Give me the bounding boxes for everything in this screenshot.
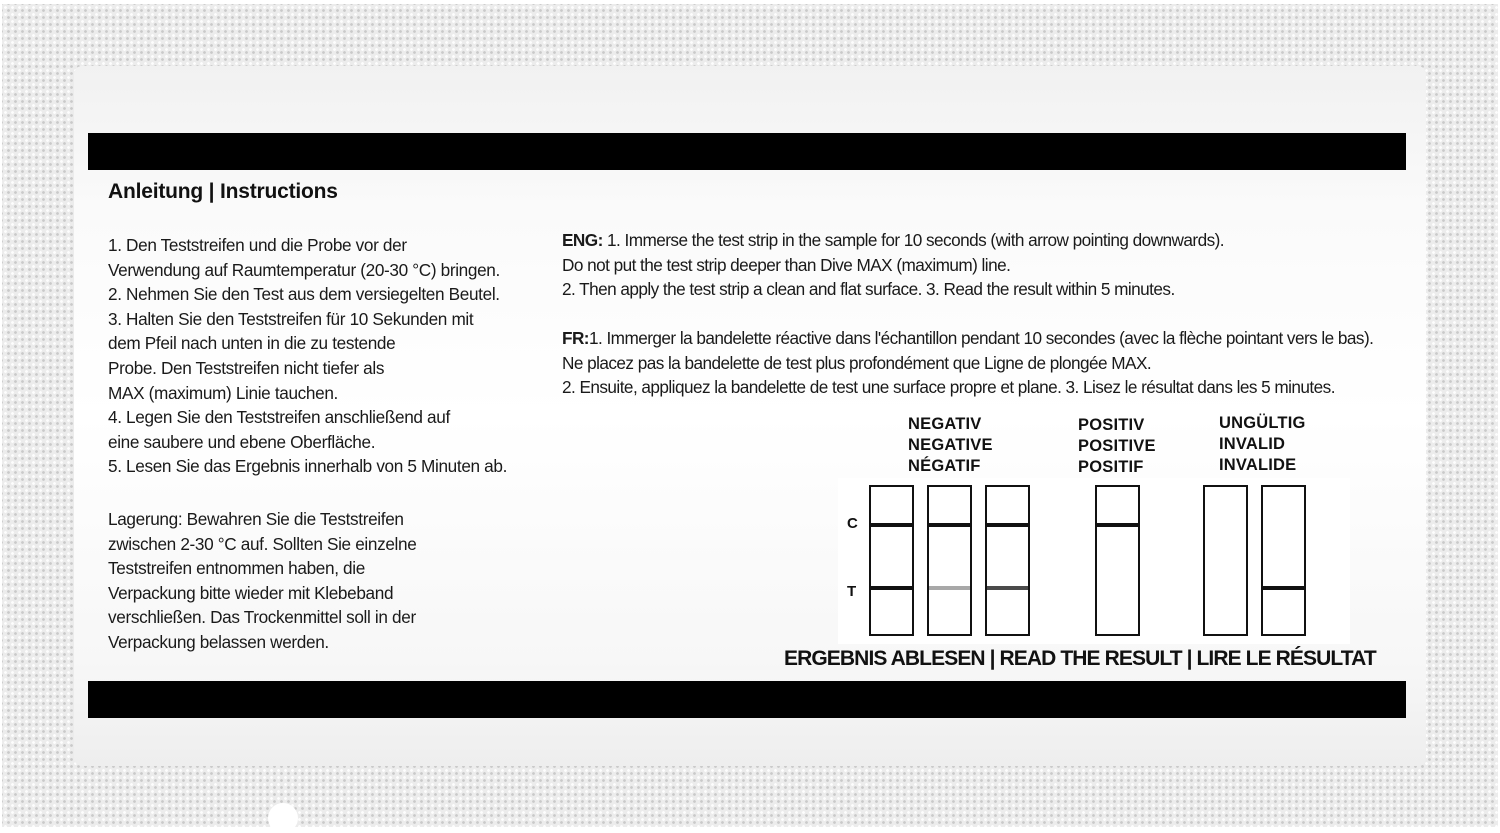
english-line-1: ENG: 1. Immerse the test strip in the sample for 10 seconds (with arrow pointing downwards). <box>562 230 1225 250</box>
storage-line: Verpackung belassen werden. <box>108 631 329 652</box>
test-strip-negative <box>928 486 971 635</box>
c-line-mark <box>871 523 912 527</box>
english-instructions <box>562 228 1224 302</box>
strip-outline <box>870 486 913 635</box>
german-step-line: 4. Legen Sie den Teststreifen anschließend auf <box>108 407 450 428</box>
result-strips-diagram <box>838 478 1350 644</box>
storage-line: Verpackung bitte wieder mit Klebeband <box>108 582 394 603</box>
strip-outline <box>986 486 1029 635</box>
french-line-2: Ne placez pas la bandelette de test plus profondément que Ligne de plongée MAX. <box>562 352 1152 373</box>
c-line-mark <box>987 523 1028 527</box>
negative-heading: NEGATIV NEGATIVE NÉGATIF <box>908 415 993 475</box>
read-result-caption: ERGEBNIS ABLESEN | READ THE RESULT | LIRE LE RÉSULTAT <box>784 647 1376 670</box>
test-strip-invalid <box>1204 486 1247 635</box>
t-line-mark <box>871 586 912 590</box>
top-black-bar <box>88 133 1406 170</box>
storage-line: zwischen 2-30 °C auf. Sollten Sie einzelne <box>108 533 417 554</box>
french-instructions <box>562 326 1373 400</box>
c-line-mark <box>1097 523 1138 527</box>
strips-svg <box>838 478 1350 644</box>
german-step-line: eine saubere und ebene Oberfläche. <box>108 431 376 452</box>
t-line-mark <box>1263 586 1304 590</box>
german-step-line: dem Pfeil nach unten in die zu testende <box>108 333 396 354</box>
strip-outline <box>1262 486 1305 635</box>
german-step-line: 5. Lesen Sie das Ergebnis innerhalb von 5 Minuten ab. <box>108 456 508 477</box>
strip-outline <box>928 486 971 635</box>
storage-line: Lagerung: Bewahren Sie die Teststreifen <box>108 509 404 529</box>
german-storage-note <box>108 507 416 655</box>
german-step-line: 3. Halten Sie den Teststreifen für 10 Sekunden mit <box>108 308 474 329</box>
german-step-line: 2. Nehmen Sie den Test aus dem versiegelten Beutel. <box>108 284 500 305</box>
english-line-3: 2. Then apply the test strip a clean and flat surface. 3. Read the result within 5 minutes. <box>562 279 1175 300</box>
test-strip-invalid <box>1262 486 1305 635</box>
german-step-line: Verwendung auf Raumtemperatur (20-30 °C) bringen. <box>108 259 500 280</box>
positive-heading: POSITIV POSITIVE POSITIF <box>1078 416 1156 476</box>
test-strip-positive <box>1096 486 1139 635</box>
c-line-mark <box>929 523 970 527</box>
control-line-label: C <box>847 515 858 532</box>
french-label: FR: <box>562 328 589 348</box>
invalid-heading: UNGÜLTIG INVALID INVALIDE <box>1219 414 1306 474</box>
bottom-black-bar <box>88 681 1406 718</box>
test-line-label: T <box>847 583 857 600</box>
t-line-mark <box>929 586 970 590</box>
strips-group <box>870 486 1305 635</box>
storage-line: Teststreifen entnommen haben, die <box>108 558 365 579</box>
instructions-title: Anleitung | Instructions <box>108 180 338 203</box>
german-step-line: Probe. Den Teststreifen nicht tiefer als <box>108 357 385 378</box>
french-line-1: FR:1. Immerger la bandelette réactive dans l'échantillon pendant 10 secondes (avec la flèche pointant vers le bas). <box>562 328 1374 348</box>
tear-notch <box>268 803 298 833</box>
german-step-line: 1. Den Teststreifen und die Probe vor der <box>108 235 407 255</box>
t-line-mark <box>987 586 1028 590</box>
english-line-2: Do not put the test strip deeper than Dive MAX (maximum) line. <box>562 254 1011 275</box>
english-label: ENG: <box>562 230 603 250</box>
french-line-3: 2. Ensuite, appliquez la bandelette de test une surface propre et plane. 3. Lisez le résultat dans les 5 minutes. <box>562 377 1335 398</box>
strip-outline <box>1096 486 1139 635</box>
test-strip-negative <box>870 486 913 635</box>
german-step-line: MAX (maximum) Linie tauchen. <box>108 382 338 403</box>
storage-line: verschließen. Das Trockenmittel soll in der <box>108 607 416 628</box>
test-strip-negative <box>986 486 1029 635</box>
strip-outline <box>1204 486 1247 635</box>
german-instructions <box>108 233 507 479</box>
